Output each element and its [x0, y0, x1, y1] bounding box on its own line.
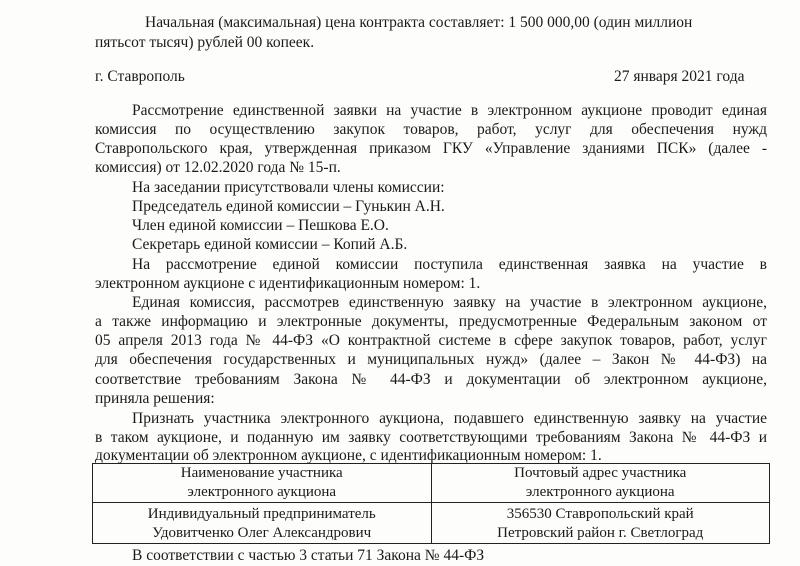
paragraph-4-line-1: Признать участника электронного аукциона, подавшего единственную заявку на участие [132, 410, 767, 427]
paragraph-3-line-6: приняла решения: [95, 390, 215, 407]
member-line: Член единой комиссии – Пешкова Е.О. [132, 217, 389, 234]
paragraph-3-line-3: 05 апреля 2013 года № 44-ФЗ «О контрактной системе в сфере закупок товаров, работ, услуг [95, 332, 767, 349]
header-postal-address: Почтовый адрес участника электронного аукциона [431, 464, 770, 503]
paragraph-2-line-2: электронном аукционе с идентификационным номером: 1. [95, 275, 481, 292]
paragraph-2-line-1: На рассмотрение единой комиссии поступила единственная заявка на участие в [132, 256, 767, 273]
paragraph-1-line-3: Ставропольского края, утвержденная приказом ГКУ «Управление зданиями ПСК» (далее - [95, 140, 767, 157]
chair-line: Председатель единой комиссии – Гунькин А.Н. [132, 198, 445, 215]
paragraph-1-line-1: Рассмотрение единственной заявки на участие в электронном аукционе проводит единая [132, 102, 767, 119]
price-line-1: Начальная (максимальная) цена контракта составляет: 1 500 000,00 (один миллион [145, 14, 693, 31]
secretary-line: Секретарь единой комиссии – Копий А.Б. [132, 236, 408, 253]
cell-postal-address: 356530 Ставропольский край Петровский район г. Светлоград [431, 503, 770, 544]
cell-participant-name: Индивидуальный предприниматель Удовитченко Олег Александрович [93, 503, 432, 544]
table-row [93, 503, 770, 544]
paragraph-4-line-2: в таком аукционе, и поданную им заявку соответствующими требованиям Закона № 44-ФЗ и [95, 429, 767, 446]
participants-table [92, 463, 770, 544]
city: г. Ставрополь [95, 68, 185, 85]
date: 27 января 2021 года [614, 68, 745, 85]
paragraph-1-line-4: комиссия) от 12.02.2020 года № 15-п. [95, 159, 341, 176]
cut-off-next-line: В соответствии с частью 3 статьи 71 Закона № 44-ФЗ [132, 547, 485, 564]
paragraph-3-line-5: соответствие требованиям Закона № 44-ФЗ и документации об электронном аукционе, [95, 371, 767, 388]
table-header-row [93, 464, 770, 503]
paragraph-4-line-3: документации об электронном аукционе, с идентификационным номером: 1. [95, 447, 602, 464]
paragraph-3-line-1: Единая комиссия, рассмотрев единственную заявку на участие в электронном аукционе, [132, 294, 767, 311]
paragraph-1-line-2: комиссия по осуществлению закупок товаров, работ, услуг для обеспечения нужд [95, 121, 767, 138]
price-line-2: пятьсот тысяч) рублей 00 копеек. [95, 34, 315, 51]
header-participant-name: Наименование участника электронного аукциона [93, 464, 432, 503]
paragraph-3-line-4: для обеспечения государственных и муниципальных нужд» (далее – Закон № 44-ФЗ) на [95, 351, 767, 368]
attendance-line: На заседании присутствовали члены комиссии: [132, 179, 445, 196]
paragraph-3-line-2: а также информацию и электронные документы, предусмотренные Федеральным законом от [95, 313, 767, 330]
